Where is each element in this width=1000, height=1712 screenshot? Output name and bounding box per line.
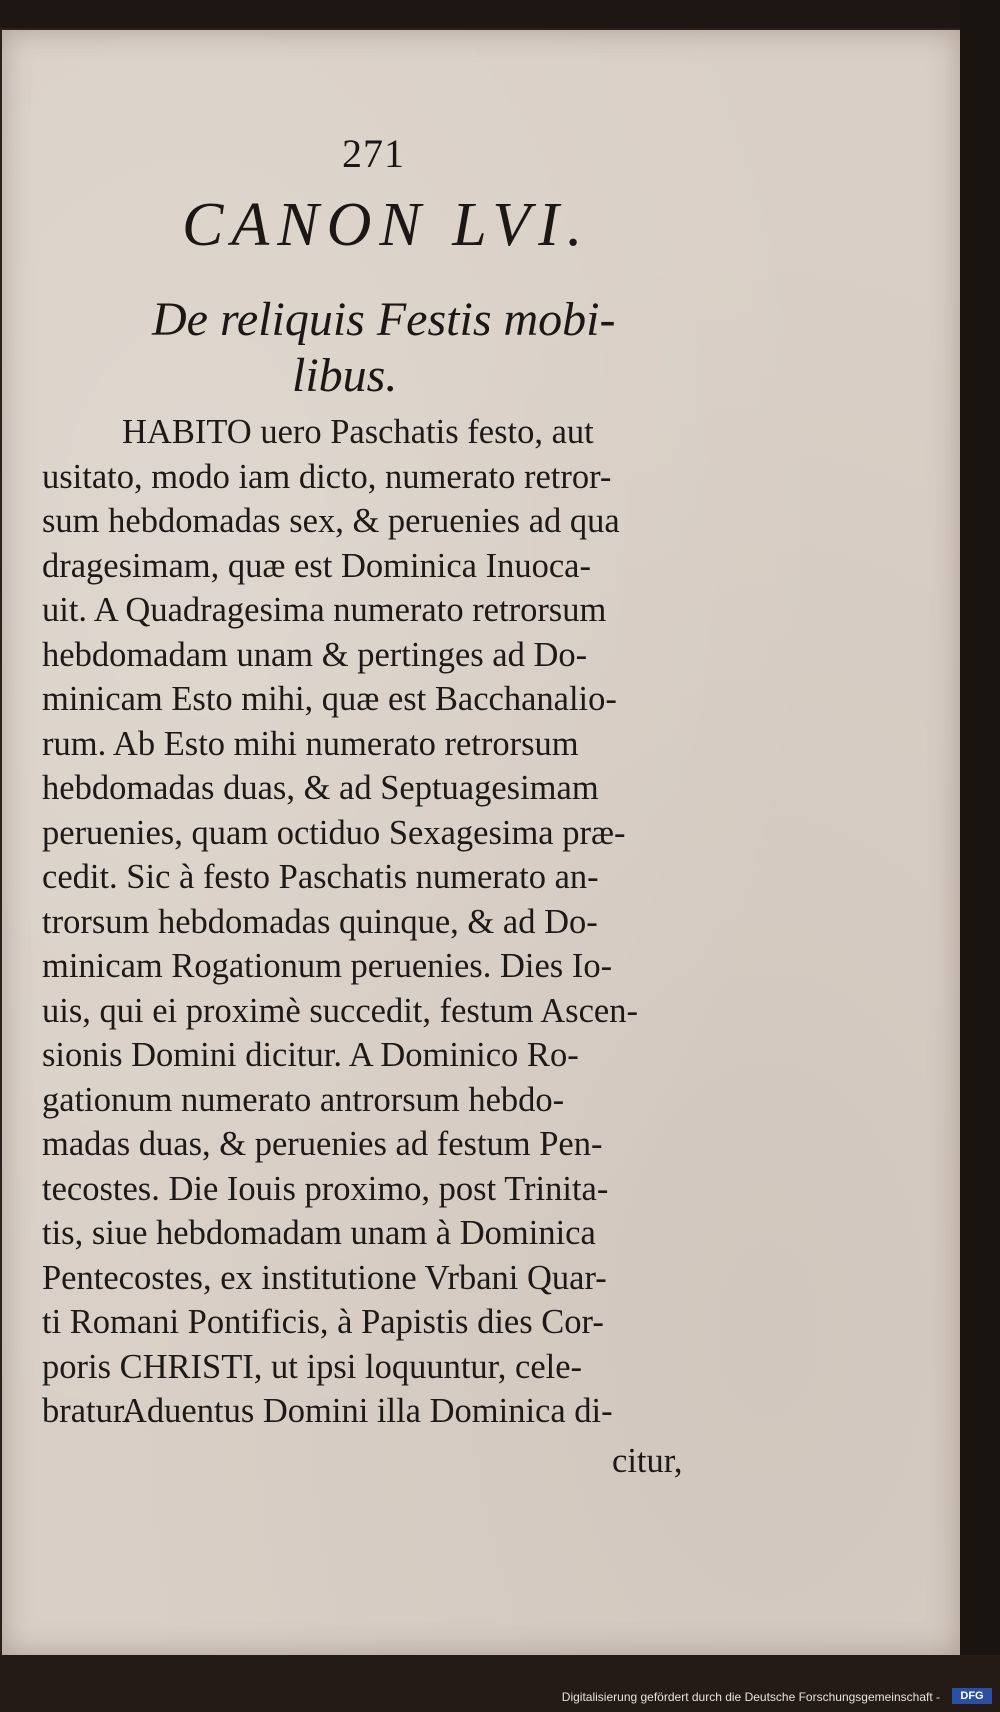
page-number: 271 [342, 131, 405, 176]
body-line: dragesimam, quæ est Dominica Inuoca- [42, 546, 591, 585]
body-line: hebdomadam unam & pertinges ad Do- [42, 635, 588, 674]
body-line: sum hebdomadas sex, & peruenies ad qua [42, 502, 620, 540]
subtitle-line-2: libus. [292, 349, 398, 402]
catchword: citur, [612, 1442, 683, 1480]
body-line: sionis Domini dicitur. A Dominico Ro- [42, 1036, 579, 1074]
body-line: uis, qui ei proximè succedit, festum Ascen- [42, 991, 638, 1030]
body-line: uit. A Quadragesima numerato retrorsum [42, 591, 607, 629]
body-line: Pentecostes, ex institutione Vrbani Quar- [42, 1258, 607, 1297]
scan-border-top [0, 0, 1000, 28]
body-line: tecostes. Die Iouis proximo, post Trinita- [42, 1169, 609, 1208]
body-text [42, 410, 722, 1434]
dfg-logo: DFG [952, 1688, 992, 1704]
body-line: gationum numerato antrorsum hebdo- [42, 1080, 565, 1119]
book-page [2, 30, 960, 1655]
body-line: usitato, modo iam dicto, numerato retror- [42, 457, 612, 496]
digitization-credit: Digitalisierung gefördert durch die Deutsche Forschungsgemeinschaft - [561, 1690, 940, 1704]
subtitle-line-1: De reliquis Festis mobi- [152, 293, 616, 346]
scan-border-right [960, 0, 1000, 1712]
body-line: madas duas, & peruenies ad festum Pen- [42, 1125, 603, 1163]
body-line: trorsum hebdomadas quinque, & ad Do- [42, 902, 598, 941]
closing-line: Aduentus Domini illa Dominica di- [122, 1392, 613, 1430]
body-line: minicam Esto mihi, quæ est Bacchanalio- [42, 680, 617, 718]
body-line: hebdomadas duas, & ad Septuagesimam [42, 769, 599, 807]
body-line: ti Romani Pontificis, à Papistis dies Cor- [42, 1303, 604, 1341]
body-line: bratur. [42, 1392, 132, 1430]
body-line: poris CHRISTI, ut ipsi loquuntur, cele- [42, 1347, 583, 1386]
body-line: tis, siue hebdomadam unam à Dominica [42, 1214, 596, 1252]
body-line: peruenies, quam octiduo Sexagesima præ- [42, 813, 626, 852]
body-line: cedit. Sic à festo Paschatis numerato an- [42, 858, 599, 896]
body-line: HABITO uero Paschatis festo, aut [122, 413, 594, 451]
body-line: rum. Ab Esto mihi numerato retrorsum [42, 724, 579, 763]
body-line: minicam Rogationum peruenies. Dies Io- [42, 947, 613, 985]
canon-heading: CANON LVI. [182, 191, 591, 259]
